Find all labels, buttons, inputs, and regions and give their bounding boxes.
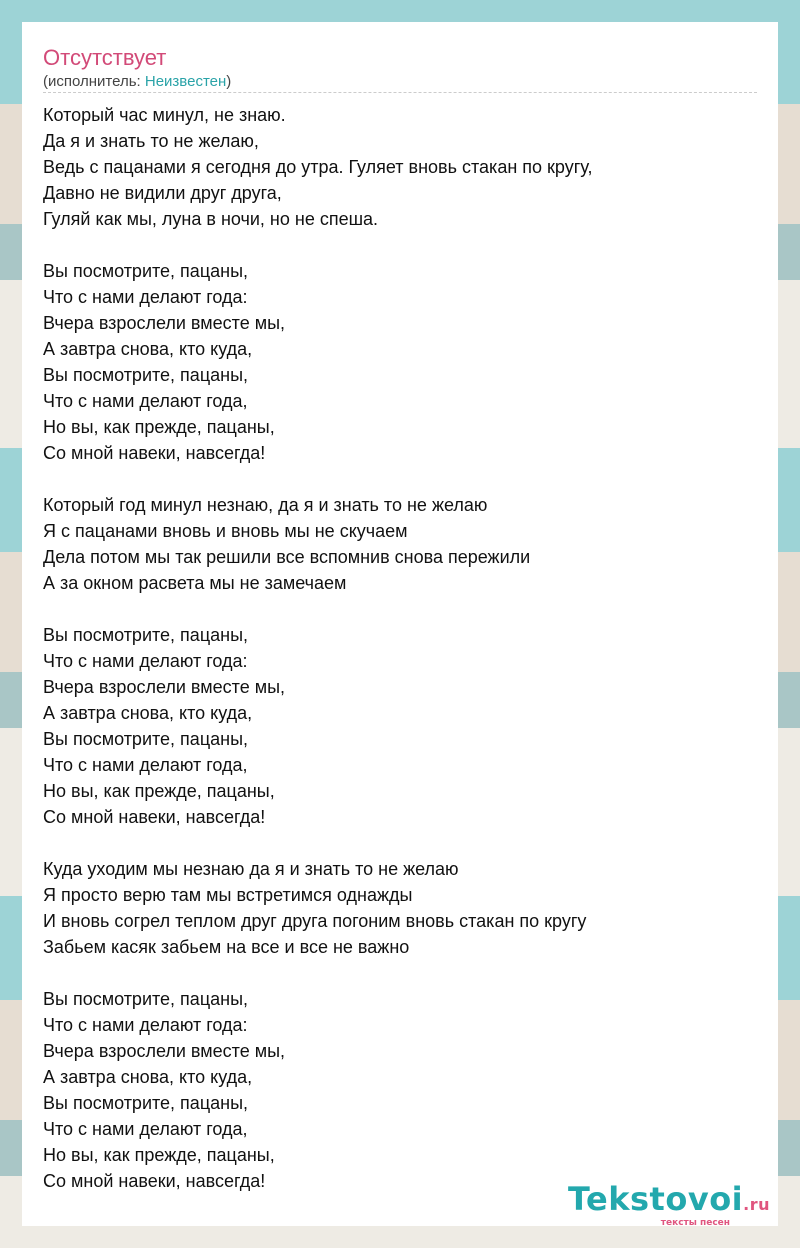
lyrics-body bbox=[43, 102, 763, 1194]
lyric-line: Но вы, как прежде, пацаны, bbox=[43, 781, 275, 801]
lyric-line: Вы посмотрите, пацаны, bbox=[43, 989, 249, 1009]
lyric-line: Вчера взрослели вместе мы, bbox=[43, 313, 286, 333]
logo-name: Tekstovoi bbox=[567, 1180, 744, 1218]
lyric-line: Что с нами делают года: bbox=[43, 1015, 248, 1035]
lyric-line: Я просто верю там мы встретимся однажды bbox=[43, 885, 413, 905]
logo-tld: .ru bbox=[743, 1195, 770, 1214]
lyrics-stanza bbox=[43, 856, 763, 960]
lyric-line: Вы посмотрите, пацаны, bbox=[43, 261, 249, 281]
lyric-line: Вы посмотрите, пацаны, bbox=[43, 1093, 249, 1113]
lyrics-stanza bbox=[43, 102, 763, 232]
lyric-line: А завтра снова, кто куда, bbox=[43, 339, 253, 359]
lyric-line: Который год минул незнаю, да я и знать то не желаю bbox=[43, 495, 488, 515]
lyric-line: Но вы, как прежде, пацаны, bbox=[43, 417, 275, 437]
lyric-line: Что с нами делают года, bbox=[43, 391, 248, 411]
lyric-line: Дела потом мы так решили все вспомнив снова пережили bbox=[43, 547, 531, 567]
artist-line bbox=[43, 73, 231, 91]
lyric-line: Ведь с пацанами я сегодня до утра. Гуляет вновь стакан по кругу, bbox=[43, 157, 593, 177]
lyric-line: Забьем касяк забьем на все и все не важно bbox=[43, 937, 410, 957]
lyric-line: Что с нами делают года: bbox=[43, 651, 248, 671]
song-title: Отсутствует bbox=[43, 45, 167, 70]
lyric-line: Вы посмотрите, пацаны, bbox=[43, 729, 249, 749]
lyric-line: Который час минул, не знаю. bbox=[43, 105, 286, 125]
lyric-line: Да я и знать то не желаю, bbox=[43, 131, 259, 151]
artist-link[interactable]: Неизвестен bbox=[144, 73, 227, 90]
lyric-line: Со мной навеки, навсегда! bbox=[43, 1171, 266, 1191]
lyric-line: Я с пацанами вновь и вновь мы не скучаем bbox=[43, 521, 408, 541]
lyric-line: Куда уходим мы незнаю да я и знать то не желаю bbox=[43, 859, 459, 879]
lyric-line: А завтра снова, кто куда, bbox=[43, 1067, 253, 1087]
lyric-line: Что с нами делают года, bbox=[43, 1119, 248, 1139]
lyric-line: Гуляй как мы, луна в ночи, но не спеша. bbox=[43, 209, 379, 229]
lyrics-card bbox=[22, 22, 778, 1226]
lyric-line: Со мной навеки, навсегда! bbox=[43, 807, 266, 827]
lyric-line: И вновь согрел теплом друг друга погоним вновь стакан по кругу bbox=[43, 911, 587, 931]
lyric-line: А завтра снова, кто куда, bbox=[43, 703, 253, 723]
lyrics-stanza bbox=[43, 492, 763, 596]
lyrics-stanza bbox=[43, 986, 763, 1194]
logo-tagline: тексты песен bbox=[660, 1218, 730, 1228]
lyric-line: Давно не видили друг друга, bbox=[43, 183, 282, 203]
artist-prefix: (исполнитель: bbox=[43, 73, 145, 90]
artist-suffix: ) bbox=[226, 73, 232, 90]
site-logo[interactable] bbox=[568, 1182, 770, 1228]
lyrics-stanza bbox=[43, 258, 763, 466]
lyric-line: Что с нами делают года: bbox=[43, 287, 248, 307]
lyric-line: Вчера взрослели вместе мы, bbox=[43, 677, 286, 697]
lyric-line: Вы посмотрите, пацаны, bbox=[43, 625, 249, 645]
lyric-line: А за окном расвета мы не замечаем bbox=[43, 573, 347, 593]
dashed-divider bbox=[43, 92, 757, 93]
lyric-line: Но вы, как прежде, пацаны, bbox=[43, 1145, 275, 1165]
lyric-line: Со мной навеки, навсегда! bbox=[43, 443, 266, 463]
lyrics-stanza bbox=[43, 622, 763, 830]
lyric-line: Вы посмотрите, пацаны, bbox=[43, 365, 249, 385]
lyric-line: Вчера взрослели вместе мы, bbox=[43, 1041, 286, 1061]
lyric-line: Что с нами делают года, bbox=[43, 755, 248, 775]
logo-wordmark bbox=[568, 1182, 770, 1222]
